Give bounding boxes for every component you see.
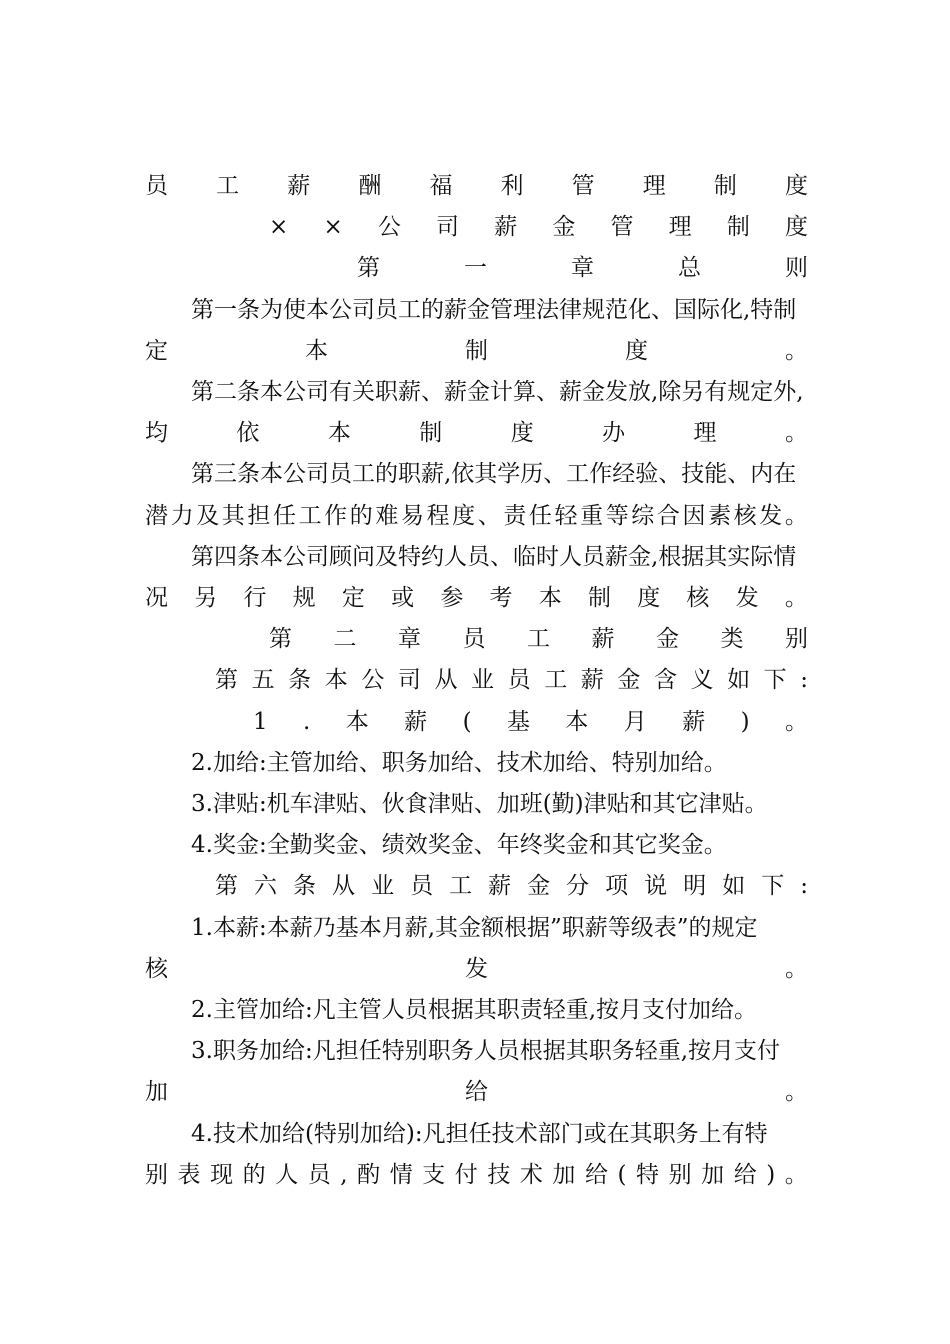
line-char: 公	[377, 214, 401, 241]
line-char: ,	[340, 1161, 348, 1188]
line-char: 特	[636, 1161, 660, 1188]
line-char: 任	[272, 502, 296, 529]
line-char: 规	[292, 585, 316, 611]
line-char: 本	[345, 708, 369, 735]
line-char: 司	[397, 667, 421, 694]
line-char: 。	[785, 955, 808, 982]
line-char: 因	[682, 502, 706, 529]
line-text: 3.职务加给:凡担任特别职务人员根据其职务轻重,按月支付	[191, 1038, 781, 1065]
line-char: 六	[254, 873, 278, 900]
line-char: 下	[761, 873, 785, 900]
line-char: ×	[269, 214, 289, 241]
line-text: 第一条为使本公司员工的薪金管理法律规范化、国际化,特制	[191, 296, 797, 323]
line-char: 程	[426, 502, 450, 529]
line-char: 工	[544, 667, 568, 694]
line-text: 3.津贴:机车津贴、伙食津贴、加班(勤)津贴和其它津贴。	[191, 791, 768, 817]
line-char: 理	[693, 420, 717, 447]
line-char: 金	[552, 214, 576, 241]
line-char: 制	[419, 420, 443, 447]
document-line	[191, 290, 808, 331]
line-char: 、	[477, 502, 501, 529]
line-char: 金	[656, 626, 679, 653]
document-line	[269, 619, 808, 660]
line-char: 。	[785, 1079, 808, 1106]
document-line	[145, 413, 808, 454]
line-char: 及	[196, 502, 220, 529]
line-char: 条	[293, 873, 317, 900]
line-char: 。	[784, 502, 808, 529]
line-char: 的	[242, 1161, 266, 1188]
line-char: 发	[465, 955, 488, 982]
line-char: :	[800, 667, 808, 694]
line-char: 第	[215, 667, 238, 694]
line-char: 一	[464, 255, 487, 282]
line-char: 条	[288, 667, 312, 694]
line-char: 金	[617, 667, 641, 694]
line-char: )	[740, 708, 750, 735]
line-text: 4.奖金:全勤奖金、绩效奖金、年终奖金和其它奖金。	[191, 832, 727, 859]
line-char: )	[766, 1161, 776, 1188]
document-line	[191, 990, 808, 1031]
line-char: 本	[324, 667, 348, 694]
line-char: 义	[690, 667, 714, 694]
line-text: 第三条本公司员工的职薪,依其学历、工作经验、技能、内在	[191, 461, 797, 488]
line-char: 如	[722, 873, 746, 900]
line-char: 员	[145, 173, 168, 199]
document-line	[191, 454, 808, 495]
document-line	[191, 1031, 808, 1072]
line-text: 第四条本公司顾问及特约人员、临时人员薪金,根据其实际情	[191, 543, 797, 570]
line-char: (	[462, 708, 472, 735]
line-char: 制	[713, 173, 737, 199]
line-char: 工	[216, 173, 240, 199]
line-char: 类	[720, 626, 744, 653]
line-char: 考	[489, 585, 513, 611]
line-char: 二	[333, 626, 357, 653]
line-char: 办	[602, 420, 626, 447]
line-char: 核	[733, 502, 757, 529]
line-char: 月	[623, 708, 647, 735]
document-line	[215, 866, 808, 907]
line-char: 酬	[358, 173, 382, 199]
line-char: 从	[332, 873, 356, 900]
line-char: 其	[221, 502, 245, 529]
line-char: 总	[678, 255, 701, 282]
line-char: 管	[610, 214, 634, 241]
line-char: 薪	[404, 708, 428, 735]
document-line	[253, 702, 808, 743]
line-char: 核	[145, 955, 168, 982]
line-char: 公	[361, 667, 385, 694]
line-text: 2.主管加给:凡主管人员根据其职责轻重,按月支付加给。	[191, 997, 758, 1023]
line-char: 薪	[591, 626, 615, 653]
line-text: 2.加给:主管加给、职务加给、技术加给、特别加给。	[191, 749, 727, 776]
line-char: 如	[727, 667, 751, 694]
line-char: 任	[528, 502, 552, 529]
line-char: 度	[625, 337, 648, 364]
line-char: 制	[726, 214, 750, 241]
line-char: 本	[327, 420, 351, 447]
line-char: (	[617, 1161, 627, 1188]
line-char: 。	[784, 1161, 808, 1188]
line-char: 作	[324, 502, 348, 529]
line-char: 担	[247, 502, 271, 529]
line-char: 发	[735, 585, 759, 611]
line-char: 员	[410, 873, 434, 900]
line-char: 重	[580, 502, 604, 529]
document-line	[191, 372, 808, 413]
line-char: 工	[449, 873, 473, 900]
line-char: 则	[785, 255, 808, 282]
line-char: 。	[785, 337, 808, 364]
line-char: 加	[701, 1161, 725, 1188]
line-char: 情	[389, 1161, 413, 1188]
line-char: 司	[436, 214, 460, 241]
line-char: 定	[341, 585, 365, 611]
line-char: 。	[784, 708, 808, 735]
document-line	[269, 207, 808, 248]
line-char: 度	[637, 585, 661, 611]
line-char: 力	[170, 502, 194, 529]
line-char: 第	[215, 873, 238, 900]
line-char: 酌	[357, 1161, 381, 1188]
line-char: 给	[584, 1161, 608, 1188]
line-char: 依	[236, 420, 260, 447]
line-char: 度	[784, 173, 808, 199]
line-char: 易	[400, 502, 424, 529]
line-char: 另	[194, 585, 218, 611]
line-char: 理	[642, 173, 666, 199]
line-char: 福	[429, 173, 453, 199]
line-char: 支	[422, 1161, 446, 1188]
line-char: 第	[269, 626, 292, 653]
document-line	[145, 331, 808, 372]
line-char: 责	[503, 502, 527, 529]
line-char: 员	[307, 1161, 331, 1188]
line-char: 含	[653, 667, 677, 694]
line-char: 度	[510, 420, 534, 447]
line-char: 综	[631, 502, 655, 529]
line-char: 等	[605, 502, 629, 529]
line-char: 薪	[494, 214, 518, 241]
line-char: 从	[434, 667, 458, 694]
document-line	[191, 825, 808, 866]
line-char: 合	[656, 502, 680, 529]
line-char: 本	[565, 708, 589, 735]
document-line	[145, 1155, 808, 1196]
line-char: 工	[527, 626, 550, 653]
line-char: 制	[587, 585, 611, 611]
line-char: 金	[527, 873, 551, 900]
line-char: 1	[253, 708, 268, 735]
line-char: 发	[759, 502, 783, 529]
line-char: 行	[243, 585, 267, 611]
line-char: 薪	[488, 873, 512, 900]
line-char: 定	[145, 337, 168, 364]
line-char: 工	[298, 502, 322, 529]
document-line	[145, 496, 808, 537]
line-char: 付	[454, 1161, 478, 1188]
line-char: 明	[683, 873, 707, 900]
line-text: 1.本薪:本薪乃基本月薪,其金额根据”职薪等级表”的规定	[191, 914, 758, 941]
line-char: 员	[507, 667, 531, 694]
line-char: 况	[145, 585, 168, 611]
line-char: 本	[305, 337, 328, 364]
line-char: 表	[177, 1161, 201, 1188]
line-char: 别	[785, 626, 808, 653]
document-line	[145, 949, 808, 990]
document-line	[357, 248, 808, 289]
line-char: 或	[391, 585, 415, 611]
line-char: .	[303, 708, 311, 735]
line-char: 素	[708, 502, 732, 529]
line-char: 加	[552, 1161, 576, 1188]
line-char: 轻	[554, 502, 578, 529]
line-char: 薪	[580, 667, 604, 694]
line-char: 说	[644, 873, 668, 900]
line-char: 五	[251, 667, 275, 694]
line-char: 。	[784, 420, 808, 447]
line-char: 给	[465, 1079, 488, 1106]
line-char: 本	[538, 585, 562, 611]
line-char: 业	[371, 873, 395, 900]
line-char: 理	[668, 214, 692, 241]
line-char: 业	[471, 667, 495, 694]
line-char: 薪	[682, 708, 706, 735]
line-char: 加	[145, 1079, 168, 1106]
line-char: 项	[605, 873, 629, 900]
line-char: 。	[784, 585, 808, 611]
line-text: 第二条本公司有关职薪、薪金计算、薪金发放,除另有规定外,	[191, 379, 804, 405]
line-char: 利	[500, 173, 524, 199]
line-char: 管	[571, 173, 595, 199]
line-char: 人	[275, 1161, 299, 1188]
document-line	[191, 1114, 808, 1155]
document-line	[191, 743, 808, 784]
document-line	[191, 537, 808, 578]
document-line	[145, 1072, 808, 1113]
line-char: 基	[506, 708, 530, 735]
line-char: 均	[145, 420, 168, 447]
line-char: 员	[462, 626, 486, 653]
line-char: 技	[487, 1161, 511, 1188]
line-char: 难	[375, 502, 399, 529]
line-char: 度	[452, 502, 476, 529]
line-char: 别	[145, 1161, 168, 1188]
line-char: 的	[349, 502, 373, 529]
line-text: 4.技术加给(特别加给):凡担任技术部门或在其职务上有特	[191, 1120, 768, 1147]
line-char: 分	[566, 873, 590, 900]
document-line	[191, 908, 808, 949]
line-char: 术	[519, 1161, 543, 1188]
document-line	[145, 578, 808, 619]
line-char: 给	[733, 1161, 757, 1188]
line-char: 第	[357, 255, 380, 282]
line-char: 现	[210, 1161, 234, 1188]
document-line	[145, 166, 808, 207]
line-char: 薪	[287, 173, 311, 199]
line-char: 别	[668, 1161, 692, 1188]
line-char: 参	[440, 585, 464, 611]
line-char: ×	[323, 214, 343, 241]
line-char: 章	[398, 626, 421, 653]
line-char: 核	[686, 585, 710, 611]
document-line	[215, 660, 808, 701]
line-char: 下	[763, 667, 787, 694]
line-char: 制	[465, 337, 488, 364]
line-char: 章	[571, 255, 594, 282]
line-char: 潜	[145, 502, 168, 529]
line-char: :	[800, 873, 808, 900]
line-char: 度	[784, 214, 808, 241]
document-line	[191, 784, 808, 825]
